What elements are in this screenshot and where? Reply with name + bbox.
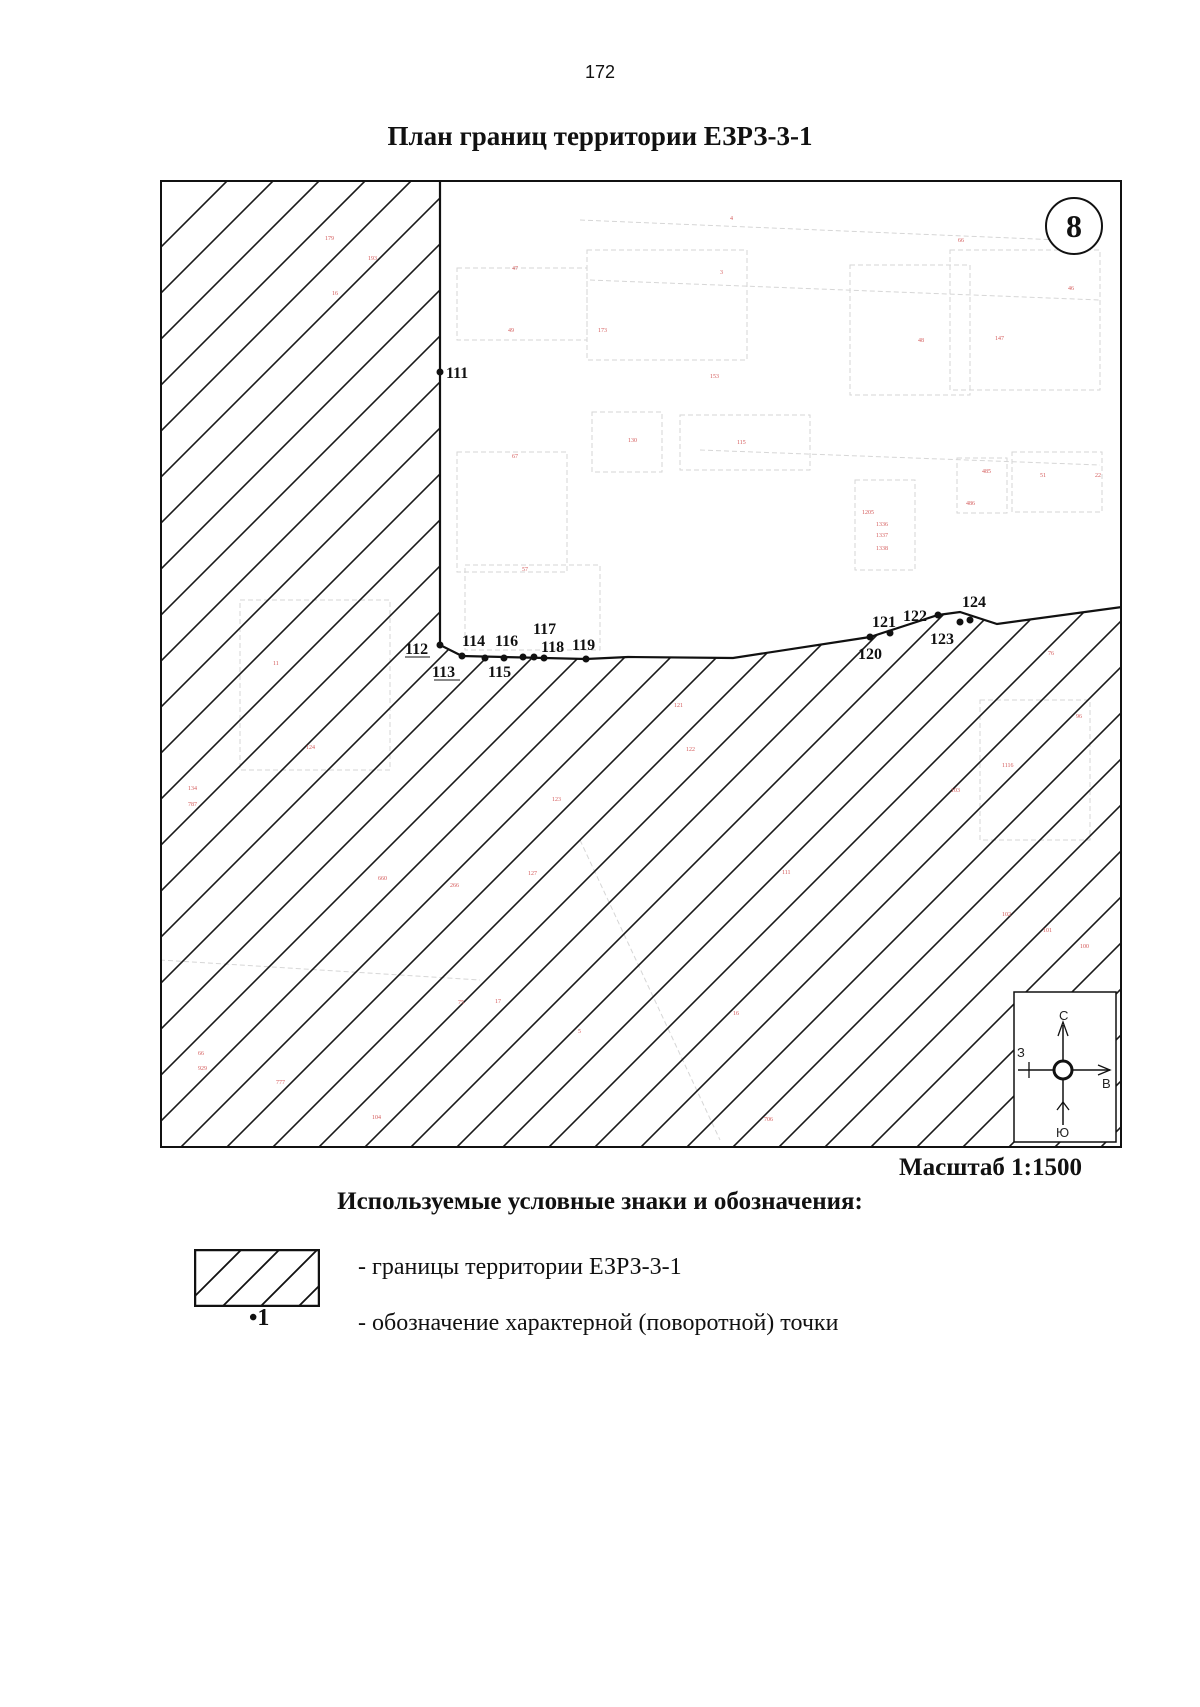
parcel-number: 75 [458, 1000, 464, 1006]
parcel-number: 777 [276, 1080, 285, 1086]
parcel-number: 1337 [876, 533, 888, 539]
boundary-point-124 [967, 617, 974, 624]
parcel-number: 130 [628, 438, 637, 444]
parcel-number: 266 [450, 883, 459, 889]
parcel-number: 5 [578, 1029, 581, 1035]
page-number: 172 [584, 62, 616, 82]
hatch-line [160, 180, 1010, 1148]
legend-title: Используемые условные знаки и обозначения: [337, 1188, 863, 1215]
parcel-number: 115 [737, 440, 746, 446]
parcel-number: 102 [1002, 912, 1011, 918]
boundary-point-112 [437, 642, 444, 649]
parcel-number: 147 [995, 336, 1004, 342]
parcel-number: 486 [966, 501, 975, 507]
page-title: План границ территории ЕЗРЗ-3-1 [387, 121, 813, 151]
sheet-number: 8 [1066, 208, 1082, 244]
parcel-number: 46 [1068, 286, 1074, 292]
boundary-point-label-122: 122 [903, 608, 927, 625]
compass-rose [1014, 992, 1116, 1142]
parcel-number: 17 [495, 999, 501, 1005]
parcel-number: 123 [552, 797, 561, 803]
boundary-point-label-121: 121 [872, 614, 896, 631]
boundary-point-label-116: 116 [495, 633, 519, 650]
hatch-line [160, 180, 228, 1148]
hatch-line [272, 180, 1122, 1148]
boundary-point-label-119: 119 [572, 637, 596, 654]
parcel-number: 121 [674, 703, 683, 709]
parcel-number: 101 [1043, 928, 1052, 934]
parcel-number: 1338 [876, 546, 888, 552]
hatch-line [160, 180, 366, 1148]
hatch-line [160, 180, 412, 1148]
parcel-number: 100 [1080, 944, 1089, 950]
boundary-point-117 [531, 654, 538, 661]
parcel-number: 124 [306, 745, 315, 751]
parcel-number: 111 [782, 870, 791, 876]
parcel-number: 22 [1095, 473, 1101, 479]
parcel-number: 127 [528, 871, 537, 877]
hatch-line [364, 180, 1122, 1148]
parcel-number: 929 [198, 1066, 207, 1072]
compass-south-label: Ю [1056, 1125, 1070, 1140]
compass-west-label: З [1017, 1045, 1025, 1060]
parcel-number: 660 [378, 876, 387, 882]
scale-label: Масштаб 1:1500 [899, 1154, 1082, 1181]
parcel-number: 48 [918, 338, 924, 344]
boundary-point-114 [482, 655, 489, 662]
boundary-point-113 [459, 653, 466, 660]
parcel-number: 67 [512, 454, 518, 460]
boundary-point-label-113: 113 [432, 664, 456, 681]
hatch-line [160, 180, 688, 1148]
legend-point-symbol: •1 [249, 1305, 270, 1331]
boundary-point-label-117: 117 [533, 621, 557, 638]
parcel-number: 104 [372, 1115, 381, 1121]
boundary-point-122 [935, 612, 942, 619]
hatch-line [226, 180, 1122, 1148]
boundary-point-label-112: 112 [405, 641, 429, 658]
parcel-number: 485 [982, 469, 991, 475]
hatch-line [160, 180, 1102, 1148]
boundary-point-120 [867, 634, 874, 641]
parcel-number: 103 [951, 788, 960, 794]
boundary-point-label-123: 123 [930, 631, 954, 648]
sheet-number-badge [1046, 198, 1102, 254]
parcel-number: 16 [733, 1011, 739, 1017]
boundary-point-label-111: 111 [446, 365, 469, 382]
boundary-point-115 [501, 655, 508, 662]
territory-hatching [160, 180, 1122, 1148]
parcel-number: 1116 [1002, 763, 1014, 769]
compass-north-label: С [1059, 1008, 1069, 1023]
boundary-point-label-124: 124 [962, 594, 986, 611]
hatch-line [160, 180, 596, 1148]
parcel-number: 1336 [876, 522, 888, 528]
background-parcels [160, 220, 1102, 1140]
parcel-number: 51 [1040, 473, 1046, 479]
parcel-number: 179 [325, 236, 334, 242]
boundary-point-label-120: 120 [858, 646, 882, 663]
hatch-line [160, 180, 1056, 1148]
parcel-number: 173 [598, 328, 607, 334]
parcel-number: 3 [720, 270, 723, 276]
hatch-line [160, 180, 274, 1148]
boundary-point-label-114: 114 [462, 633, 486, 650]
boundary-point-label-118: 118 [541, 639, 565, 656]
parcel-number-labels [188, 216, 1101, 1123]
boundary-point-119 [583, 656, 590, 663]
legend-item-point-text: - обозначение характерной (поворотной) точки [358, 1310, 839, 1336]
parcel-number: 11 [273, 661, 279, 667]
boundary-point-116 [520, 654, 527, 661]
parcel-number: 193 [368, 256, 377, 262]
map-frame [161, 181, 1121, 1147]
hatch-line [160, 180, 780, 1148]
hatch-line [160, 180, 964, 1148]
legend-item-hatch-text: - границы территории ЕЗРЗ-3-1 [358, 1254, 682, 1280]
parcel-number: 134 [188, 786, 197, 792]
parcel-number: 787 [188, 802, 197, 808]
parcel-number: 4 [730, 216, 733, 222]
parcel-number: 47 [512, 266, 518, 272]
parcel-number: 122 [686, 747, 695, 753]
boundary-points [405, 365, 986, 681]
territory-boundary-line [440, 180, 1122, 659]
parcel-number: 57 [522, 567, 528, 573]
compass-east-label: В [1102, 1076, 1111, 1091]
legend-hatch-symbol [194, 1249, 320, 1307]
parcel-number: 706 [764, 1117, 773, 1123]
parcel-number: 153 [710, 374, 719, 380]
parcel-number: 1205 [862, 510, 874, 516]
boundary-point-111 [437, 369, 444, 376]
parcel-number: 76 [1048, 651, 1054, 657]
boundary-point-123 [957, 619, 964, 626]
parcel-number: 49 [508, 328, 514, 334]
parcel-number: 66 [198, 1051, 204, 1057]
parcel-number: 16 [332, 291, 338, 297]
boundary-map [160, 180, 1122, 1148]
parcel-number: 96 [1076, 714, 1082, 720]
parcel-number: 66 [958, 238, 964, 244]
boundary-point-label-115: 115 [488, 664, 512, 681]
hatch-line [180, 180, 1122, 1148]
